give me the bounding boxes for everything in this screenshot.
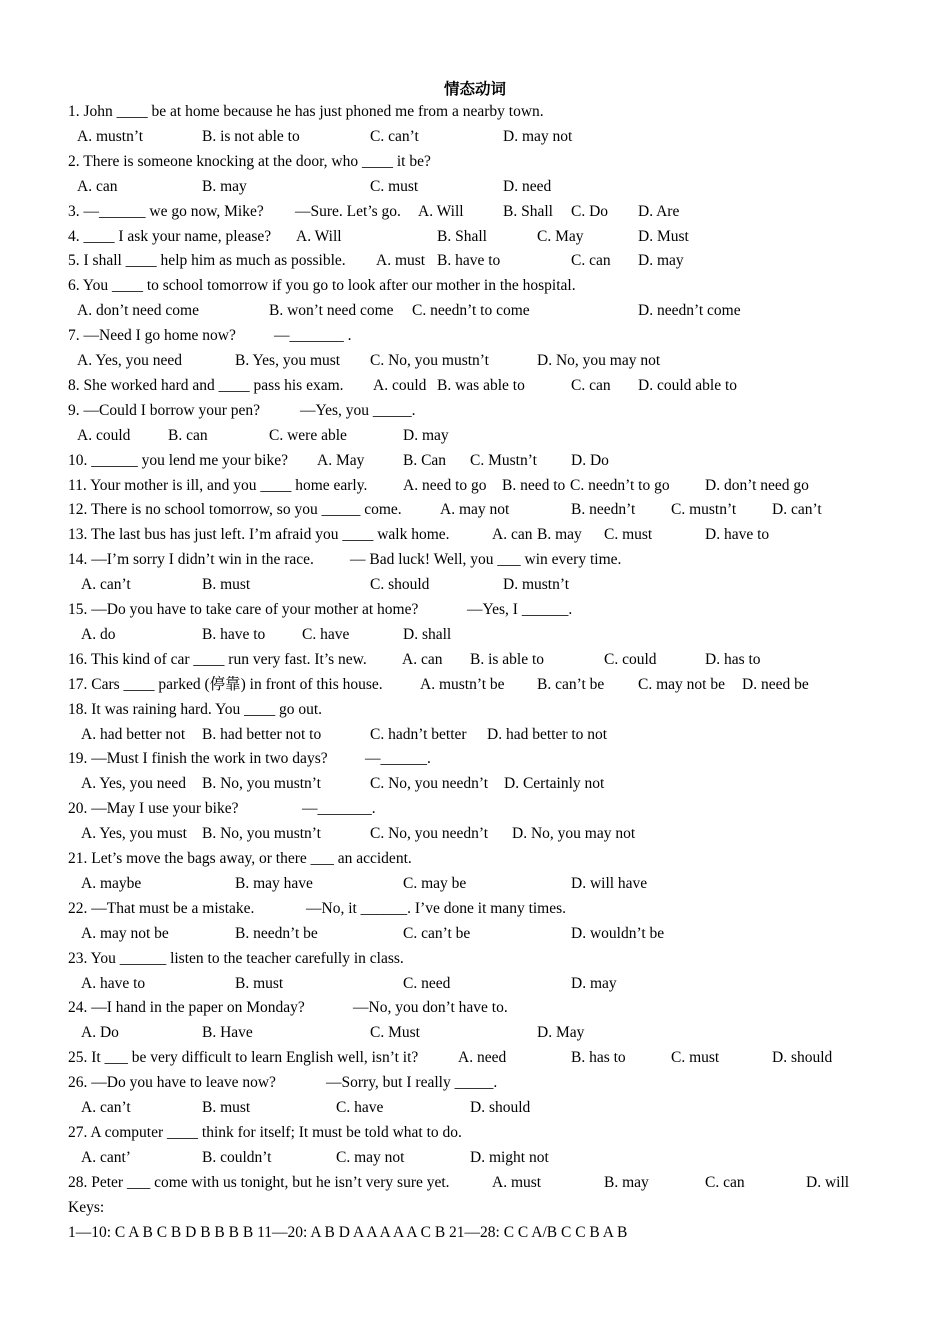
option-text: D. need be	[742, 675, 809, 693]
option-text: A. May	[317, 451, 365, 469]
text-line	[0, 151, 950, 173]
option-text: A. must	[492, 1173, 542, 1191]
option-text: —Sure. Let’s go.	[295, 202, 401, 220]
line-text: 1—10: C A B C B D B B B B 11—20: A B D A A A A A C B 21—28: C C A/B C C B A B	[68, 1223, 628, 1241]
option-text: —No, you don’t have to.	[353, 999, 508, 1017]
line-text: A. cant’	[81, 1148, 131, 1166]
option-text: D. has to	[705, 650, 761, 668]
text-line	[0, 101, 950, 123]
line-text: A. can’t	[81, 1099, 131, 1116]
text-line	[0, 1197, 950, 1219]
option-text: —Yes, you _____.	[300, 401, 416, 419]
line-text: A. Yes, you must	[81, 825, 187, 843]
text-line	[0, 1172, 950, 1194]
option-text: C. have	[336, 1099, 384, 1116]
option-text: —_______.	[302, 800, 376, 818]
line-text: 8. She worked hard and ____ pass his exam.	[68, 376, 344, 394]
text-line	[0, 1047, 950, 1069]
line-text: A. have to	[81, 974, 146, 992]
option-text: B. Can	[403, 451, 447, 469]
option-text: C. need	[403, 974, 451, 992]
option-text: D. wouldn’t be	[571, 924, 665, 942]
option-text: B. can’t be	[537, 675, 605, 693]
option-text: B. No, you mustn’t	[202, 825, 321, 843]
text-line	[0, 549, 950, 571]
option-text: B. may	[202, 177, 247, 195]
option-text: —_______ .	[274, 327, 352, 345]
option-text: C. can	[571, 376, 611, 394]
text-line	[0, 997, 950, 1019]
option-text: D. may	[403, 426, 449, 444]
option-text: A. may not	[440, 501, 510, 519]
option-text: —No, it ______. I’ve done it many times.	[306, 899, 567, 917]
option-text: B. Shall	[437, 227, 487, 245]
option-text: D. May	[537, 1024, 585, 1042]
option-text: B. Have	[202, 1024, 253, 1042]
option-text: B. need to	[502, 476, 566, 494]
option-text: D. will have	[571, 874, 648, 892]
option-text: C. No, you mustn’t	[370, 352, 489, 369]
line-text: 3. —______ we go now, Mike?	[68, 202, 264, 220]
option-text: B. must	[235, 974, 284, 992]
option-text: B. can	[168, 426, 208, 444]
option-text: C. may be	[403, 874, 467, 892]
option-text: — Bad luck! Well, you ___ win every time.	[350, 551, 622, 569]
line-text: 12. There is no school tomorrow, so you _____ come.	[68, 501, 402, 519]
text-line	[0, 699, 950, 721]
option-text: D. will	[806, 1173, 850, 1191]
option-text: B. is not able to	[202, 127, 300, 145]
option-text: A. could	[373, 376, 427, 394]
line-text: A. can’t	[81, 576, 131, 594]
text-line	[0, 250, 950, 272]
line-text: 2. There is someone knocking at the door, who ____ it be?	[68, 152, 431, 170]
line-text: 7. —Need I go home now?	[68, 327, 236, 345]
option-text: C. needn’t to come	[412, 302, 530, 320]
option-text: A. Will	[296, 227, 342, 245]
option-text: D. Are	[638, 202, 680, 220]
text-line	[0, 823, 950, 845]
text-line	[0, 798, 950, 820]
text-line	[0, 475, 950, 497]
text-line	[0, 1147, 950, 1169]
text-line	[0, 126, 950, 148]
line-text: 26. —Do you have to leave now?	[68, 1074, 276, 1092]
option-text: B. needn’t	[571, 501, 636, 519]
option-text: B. may	[537, 526, 582, 544]
option-text: D. Must	[638, 227, 689, 245]
option-text: B. Shall	[503, 202, 553, 220]
line-text: A. Yes, you need	[77, 352, 183, 369]
option-text: C. can	[705, 1173, 745, 1191]
line-text: 4. ____ I ask your name, please?	[68, 227, 272, 245]
line-text: 9. —Could I borrow your pen?	[68, 401, 260, 419]
text-line	[0, 973, 950, 995]
option-text: B. has to	[571, 1049, 626, 1067]
line-text: 16. This kind of car ____ run very fast. It’s new.	[68, 650, 367, 668]
option-text: D. might not	[470, 1148, 549, 1166]
text-line	[0, 599, 950, 621]
text-line	[0, 275, 950, 297]
option-text: B. have to	[202, 625, 266, 643]
line-text: 10. ______ you lend me your bike?	[68, 451, 288, 469]
text-line	[0, 499, 950, 521]
option-text: D. should	[470, 1099, 531, 1116]
option-text: B. must	[202, 576, 251, 594]
text-line	[0, 350, 950, 372]
option-text: A. can	[492, 526, 533, 544]
option-text: C. were able	[269, 426, 347, 444]
line-text: A. had better not	[81, 725, 186, 743]
option-text: D. may	[638, 252, 684, 270]
text-line	[0, 1097, 950, 1119]
line-text: 11. Your mother is ill, and you ____ home early.	[68, 476, 368, 494]
line-text: 5. I shall ____ help him as much as possible.	[68, 252, 346, 270]
text-line	[0, 1122, 950, 1144]
line-text: 22. —That must be a mistake.	[68, 899, 255, 917]
line-text: A. Yes, you need	[81, 775, 187, 793]
text-line	[0, 425, 950, 447]
option-text: B. may have	[235, 874, 313, 892]
line-text: 18. It was raining hard. You ____ go out.	[68, 700, 323, 718]
option-text: B. had better not to	[202, 725, 322, 743]
option-text: D. shall	[403, 625, 452, 643]
option-text: D. Certainly not	[504, 775, 605, 793]
option-text: D. have to	[705, 526, 770, 544]
text-line	[0, 1222, 950, 1244]
text-line	[0, 624, 950, 646]
line-text: A. don’t need come	[77, 302, 199, 320]
line-text: Keys:	[68, 1198, 105, 1216]
text-line	[0, 724, 950, 746]
option-text: C. must	[671, 1049, 720, 1067]
text-line	[0, 201, 950, 223]
option-text: C. must	[604, 526, 653, 544]
option-text: C. hadn’t better	[370, 725, 467, 743]
line-text: A. do	[81, 625, 116, 643]
option-text: C. have	[302, 625, 350, 643]
text-line	[0, 649, 950, 671]
text-line	[0, 748, 950, 770]
line-text: A. could	[77, 426, 131, 444]
option-text: B. have to	[437, 252, 501, 270]
option-text: D. had better to not	[487, 725, 608, 743]
option-text: —______.	[365, 750, 431, 768]
option-text: C. Do	[571, 202, 609, 220]
option-text: D. No, you may not	[512, 825, 636, 843]
text-line	[0, 948, 950, 970]
option-text: B. may	[604, 1173, 649, 1191]
option-text: C. Must	[370, 1024, 420, 1042]
line-text: 19. —Must I finish the work in two days?	[68, 750, 328, 768]
line-text: 13. The last bus has just left. I’m afraid you ____ walk home.	[68, 526, 450, 544]
option-text: B. won’t need come	[269, 302, 394, 320]
line-text: A. maybe	[81, 874, 142, 892]
text-line	[0, 226, 950, 248]
option-text: A. need	[458, 1049, 507, 1067]
text-line	[0, 848, 950, 870]
line-text: 24. —I hand in the paper on Monday?	[68, 999, 305, 1017]
option-text: B. couldn’t	[202, 1148, 272, 1166]
line-text: 25. It ___ be very difficult to learn English well, isn’t it?	[68, 1049, 419, 1067]
line-text: A. can	[77, 177, 118, 195]
text-line	[0, 450, 950, 472]
option-text: C. could	[604, 650, 657, 668]
option-text: D. can’t	[772, 501, 822, 519]
line-text: 28. Peter ___ come with us tonight, but he isn’t very sure yet.	[68, 1173, 450, 1191]
option-text: C. can	[571, 252, 611, 270]
line-text: 17. Cars ____ parked (停靠) in front of this house.	[68, 675, 383, 693]
text-line	[0, 1022, 950, 1044]
text-line	[0, 898, 950, 920]
option-text: D. may	[571, 974, 617, 992]
text-line	[0, 923, 950, 945]
option-text: A. Will	[418, 202, 464, 220]
line-text: 15. —Do you have to take care of your mother at home?	[68, 601, 419, 618]
option-text: A. can	[402, 650, 443, 668]
line-text: 6. You ____ to school tomorrow if you go to look after our mother in the hospital.	[68, 277, 576, 295]
line-text: 23. You ______ listen to the teacher carefully in class.	[68, 949, 404, 967]
document-title: 情态动词	[443, 80, 506, 98]
option-text: C. must	[370, 177, 419, 195]
text-line	[0, 674, 950, 696]
option-text: C. mustn’t	[671, 501, 737, 519]
option-text: B. is able to	[470, 650, 545, 668]
option-text: D. could able to	[638, 376, 738, 394]
line-text: A. mustn’t	[77, 127, 144, 145]
option-text: B. No, you mustn’t	[202, 775, 321, 793]
option-text: A. need to go	[403, 476, 487, 494]
option-text: D. should	[772, 1049, 833, 1067]
option-text: C. No, you needn’t	[370, 775, 489, 793]
text-line	[0, 873, 950, 895]
option-text: —Yes, I ______.	[467, 601, 573, 618]
option-text: B. must	[202, 1099, 251, 1116]
option-text: C. may not be	[638, 675, 725, 693]
option-text: C. May	[537, 227, 584, 245]
option-text: C. can’t be	[403, 924, 471, 942]
text-line	[0, 524, 950, 546]
text-line	[0, 300, 950, 322]
option-text: D. No, you may not	[537, 352, 661, 369]
option-text: C. No, you needn’t	[370, 825, 489, 843]
option-text: B. needn’t be	[235, 924, 318, 942]
line-text: 21. Let’s move the bags away, or there ___ an accident.	[68, 850, 412, 867]
option-text: C. needn’t to go	[570, 476, 670, 494]
text-line	[0, 574, 950, 596]
text-line	[0, 176, 950, 198]
option-text: D. needn’t come	[638, 302, 741, 320]
option-text: B. Yes, you must	[235, 352, 341, 369]
text-line	[0, 325, 950, 347]
option-text: C. can’t	[370, 127, 419, 145]
text-line	[0, 1072, 950, 1094]
line-text: 27. A computer ____ think for itself; It must be told what to do.	[68, 1123, 462, 1141]
text-line	[0, 375, 950, 397]
option-text: A. must	[376, 252, 426, 270]
option-text: B. was able to	[437, 376, 525, 394]
line-text: A. Do	[81, 1024, 119, 1042]
line-text: 1. John ____ be at home because he has just phoned me from a nearby town.	[68, 103, 544, 120]
option-text: C. Mustn’t	[470, 451, 537, 469]
text-line	[0, 773, 950, 795]
line-text: A. may not be	[81, 924, 169, 942]
line-text: 20. —May I use your bike?	[68, 800, 239, 818]
option-text: —Sorry, but I really _____.	[326, 1074, 498, 1092]
option-text: D. may not	[503, 127, 573, 145]
text-line	[0, 400, 950, 422]
option-text: C. may not	[336, 1148, 405, 1166]
option-text: D. need	[503, 177, 552, 195]
line-text: 14. —I’m sorry I didn’t win in the race.	[68, 551, 314, 569]
option-text: D. mustn’t	[503, 576, 570, 594]
option-text: A. mustn’t be	[420, 675, 505, 693]
option-text: D. Do	[571, 451, 609, 469]
option-text: C. should	[370, 576, 430, 594]
option-text: D. don’t need go	[705, 476, 809, 494]
